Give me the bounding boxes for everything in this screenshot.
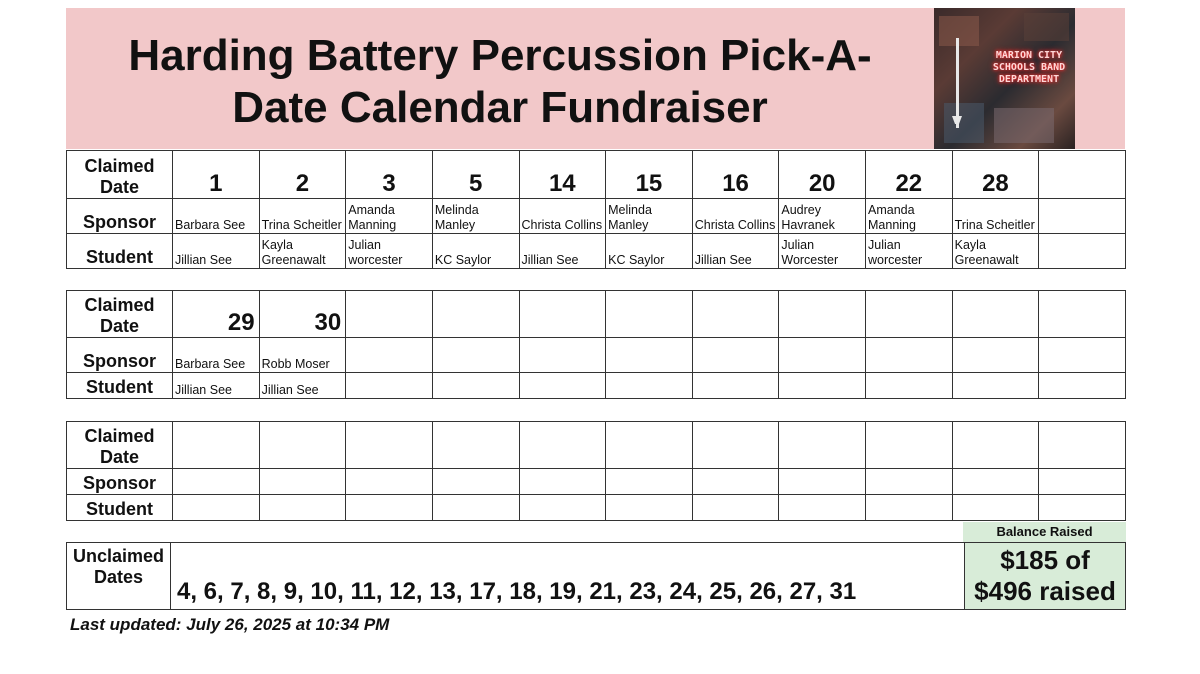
date-cell [1039,291,1126,338]
student-cell [866,495,953,521]
student-cell: Jillian See [173,234,260,269]
student-cell [606,373,693,399]
sponsor-cell: Trina Scheitler [952,199,1039,234]
sponsor-cell: Robb Moser [259,338,346,373]
row-label-student: Student [67,495,173,521]
date-cell [692,422,779,469]
trumpet-icon [952,38,962,128]
header-banner [66,8,1125,149]
student-cell: KC Saylor [432,234,519,269]
date-cell [866,291,953,338]
logo-collage-patch [994,108,1054,143]
unclaimed-dates-table [66,542,1126,610]
last-updated-text: Last updated: July 26, 2025 at 10:34 PM [70,615,390,634]
page-title [66,30,934,134]
sponsor-cell [952,338,1039,373]
date-cell: 5 [432,151,519,199]
sponsor-cell [606,469,693,495]
date-cell [606,422,693,469]
sponsor-cell [346,338,433,373]
date-cell [432,422,519,469]
sponsor-cell [432,469,519,495]
date-cell [173,422,260,469]
student-cell: Jillian See [692,234,779,269]
sponsor-cell: Audrey Havranek [779,199,866,234]
date-cell [519,291,606,338]
student-cell [779,373,866,399]
balance-raised-label: Balance Raised [963,522,1126,542]
sponsor-cell [519,469,606,495]
date-cell: 22 [866,151,953,199]
student-cell: Julian worcester [866,234,953,269]
student-cell [519,373,606,399]
sponsor-cell [1039,338,1126,373]
balance-line-2: $496 raised [974,576,1116,606]
student-cell [1039,234,1126,269]
student-cell [1039,373,1126,399]
claims-table-3 [66,421,1126,521]
student-cell [692,373,779,399]
sponsor-cell: Trina Scheitler [259,199,346,234]
student-cell: Kayla Greenawalt [259,234,346,269]
date-cell: 30 [259,291,346,338]
student-cell [432,495,519,521]
student-cell: KC Saylor [606,234,693,269]
student-cell: Julian worcester [346,234,433,269]
unclaimed-dates-list: 4, 6, 7, 8, 9, 10, 11, 12, 13, 17, 18, 19, 21, 23, 24, 25, 26, 27, 31 [171,543,965,610]
date-cell [432,291,519,338]
date-cell [779,422,866,469]
sponsor-cell: Christa Collins [519,199,606,234]
sponsor-cell [346,469,433,495]
sponsor-cell: Melinda Manley [432,199,519,234]
student-cell [606,495,693,521]
balance-raised-value [965,543,1126,610]
date-cell [866,422,953,469]
claims-table-2 [66,290,1126,399]
date-cell [1039,151,1126,199]
date-cell [606,291,693,338]
sponsor-cell [779,469,866,495]
student-cell [779,495,866,521]
date-cell [1039,422,1126,469]
date-cell: 3 [346,151,433,199]
date-cell [779,291,866,338]
sponsor-cell: Christa Collins [692,199,779,234]
logo-collage-patch [944,103,984,143]
student-cell: Kayla Greenawalt [952,234,1039,269]
row-label-claimed-date: Claimed Date [67,422,173,469]
date-cell [952,422,1039,469]
sponsor-cell: Amanda Manning [866,199,953,234]
date-cell [346,291,433,338]
date-cell: 28 [952,151,1039,199]
student-cell [173,495,260,521]
sponsor-cell: Barbara See [173,199,260,234]
row-label-student: Student [67,373,173,399]
sponsor-cell [173,469,260,495]
sponsor-cell: Barbara See [173,338,260,373]
row-label-claimed-date: Claimed Date [67,151,173,199]
student-cell [952,495,1039,521]
sponsor-cell: Melinda Manley [606,199,693,234]
date-cell: 20 [779,151,866,199]
student-cell [1039,495,1126,521]
student-cell [346,495,433,521]
sponsor-cell [519,338,606,373]
student-cell [259,495,346,521]
student-cell: Julian Worcester [779,234,866,269]
claims-table-1 [66,150,1126,269]
logo-text: MARION CITY SCHOOLS BAND DEPARTMENT [992,50,1066,85]
date-cell: 16 [692,151,779,199]
sponsor-cell [952,469,1039,495]
date-cell: 15 [606,151,693,199]
date-cell [952,291,1039,338]
title-line-1: Harding Battery Percussion Pick-A- [128,31,872,80]
student-cell [346,373,433,399]
title-line-2: Date Calendar Fundraiser [232,83,768,132]
sponsor-cell [432,338,519,373]
logo-collage-patch [1024,13,1069,41]
date-cell: 29 [173,291,260,338]
student-cell: Jillian See [173,373,260,399]
band-logo [934,8,1075,149]
sponsor-cell [866,338,953,373]
sponsor-cell [779,338,866,373]
student-cell [519,495,606,521]
row-label-claimed-date: Claimed Date [67,291,173,338]
student-cell [866,373,953,399]
row-label-sponsor: Sponsor [67,199,173,234]
date-cell [519,422,606,469]
sponsor-cell [866,469,953,495]
date-cell [692,291,779,338]
balance-line-1: $185 of [1000,545,1090,575]
date-cell [259,422,346,469]
student-cell: Jillian See [259,373,346,399]
row-label-sponsor: Sponsor [67,469,173,495]
sponsor-cell [1039,469,1126,495]
sponsor-cell [692,338,779,373]
date-cell [346,422,433,469]
student-cell [952,373,1039,399]
date-cell: 14 [519,151,606,199]
student-cell [432,373,519,399]
sponsor-cell [606,338,693,373]
student-cell: Jillian See [519,234,606,269]
row-label-sponsor: Sponsor [67,338,173,373]
row-label-student: Student [67,234,173,269]
student-cell [692,495,779,521]
sponsor-cell: Amanda Manning [346,199,433,234]
sponsor-cell [692,469,779,495]
date-cell: 2 [259,151,346,199]
sponsor-cell [259,469,346,495]
unclaimed-dates-label: Unclaimed Dates [67,543,171,610]
sponsor-cell [1039,199,1126,234]
date-cell: 1 [173,151,260,199]
